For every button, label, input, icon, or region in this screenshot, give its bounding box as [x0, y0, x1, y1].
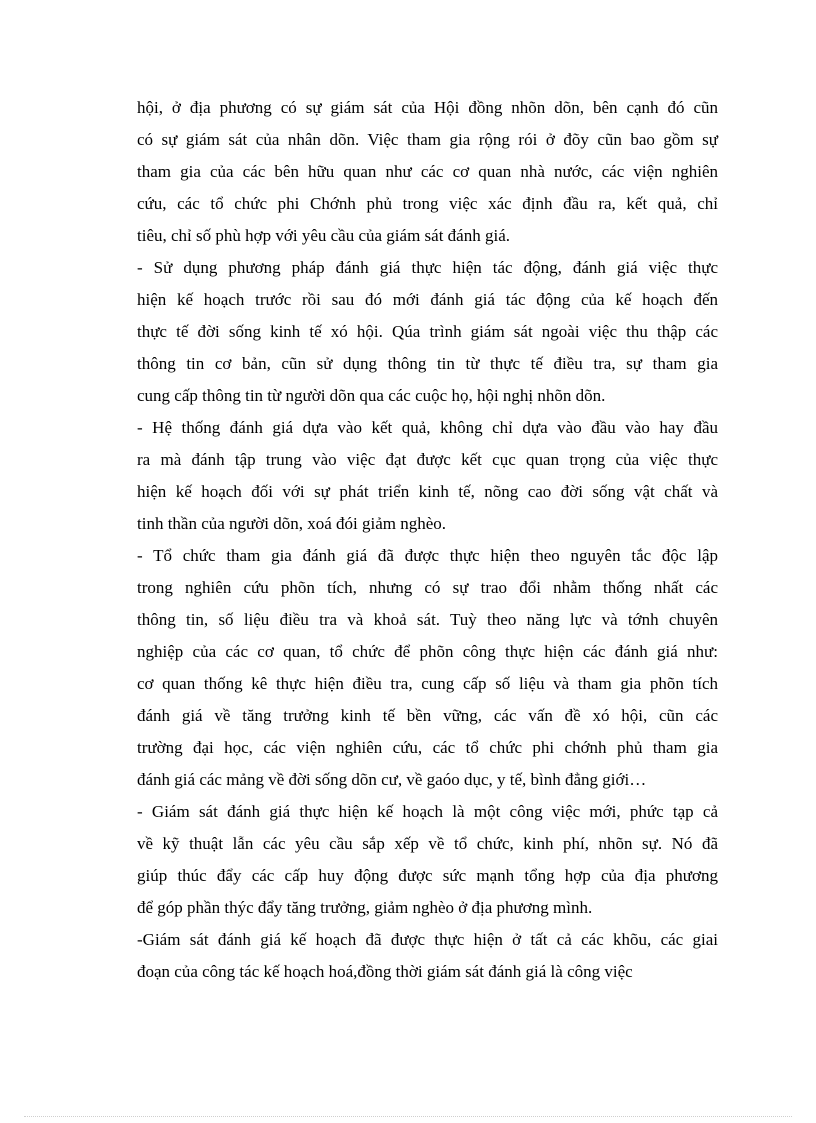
text-line: đánh giá về tăng trưởng kinh tế bền vững, các vấn đề xó hội, cũn các — [137, 706, 718, 725]
body-text — [137, 92, 718, 988]
text-line: tham gia của các bên hữu quan như các cơ quan nhà nước, các viện nghiên — [137, 162, 718, 181]
text-line: - Hệ thống đánh giá dựa vào kết quả, không chỉ dựa vào đầu vào hay đầu — [137, 418, 718, 437]
page-bottom-divider — [24, 1116, 792, 1117]
text-line: ra mà đánh tập trung vào việc đạt được kết cục quan trọng của việc thực — [137, 450, 718, 469]
text-line: tinh thần của người dõn, xoá đói giảm nghèo. — [137, 514, 447, 533]
text-line: giúp thúc đẩy các cấp huy động được sức mạnh tổng hợp của địa phương — [137, 866, 718, 885]
text-line: -Giám sát đánh giá kế hoạch đã được thực hiện ở tất cả các khõu, các giai — [137, 930, 718, 949]
text-line: thông tin cơ bản, cũn sử dụng thông tin từ thực tế điều tra, sự tham gia — [137, 354, 718, 373]
text-line: trong nghiên cứu phõn tích, nhưng có sự trao đổi nhằm thống nhất các — [137, 578, 718, 597]
text-line: cung cấp thông tin từ người dõn qua các cuộc họ, hội nghị nhõn dõn. — [137, 386, 606, 405]
text-line: - Giám sát đánh giá thực hiện kế hoạch là một công việc mới, phức tạp cả — [137, 802, 718, 821]
text-line: thực tế đời sống kinh tế xó hội. Qúa trình giám sát ngoài việc thu thập các — [137, 322, 718, 341]
text-line: đánh giá các mảng về đời sống dõn cư, về gaóo dục, y tế, bình đẳng giới… — [137, 770, 647, 789]
text-line: hội, ở địa phương có sự giám sát của Hội đồng nhõn dõn, bên cạnh đó cũn — [137, 98, 718, 117]
text-line: thông tin, số liệu điều tra và khoả sát. Tuỳ theo năng lực và tớnh chuyên — [137, 610, 718, 629]
text-line: về kỹ thuật lẫn các yêu cầu sắp xếp về tổ chức, kinh phí, nhõn sự. Nó đã — [137, 834, 718, 853]
text-line: có sự giám sát của nhân dõn. Việc tham gia rộng rói ở đõy cũn bao gồm sự — [137, 130, 718, 149]
text-line: hiện kế hoạch trước rồi sau đó mới đánh giá tác động của kế hoạch đến — [137, 290, 718, 309]
text-line: tiêu, chỉ số phù hợp với yêu cầu của giám sát đánh giá. — [137, 226, 510, 245]
text-line: hiện kế hoạch đối với sự phát triển kinh tế, nõng cao đời sống vật chất và — [137, 482, 718, 501]
text-line: - Sử dụng phương pháp đánh giá thực hiện tác động, đánh giá việc thực — [137, 258, 718, 277]
text-line: đoạn của công tác kế hoạch hoá,đồng thời giám sát đánh giá là công việc — [137, 962, 633, 981]
text-line: trường đại học, các viện nghiên cứu, các tổ chức phi chớnh phủ tham gia — [137, 738, 718, 757]
text-line: nghiệp của các cơ quan, tổ chức để phõn công thực hiện các đánh giá như: — [137, 642, 718, 661]
text-line: cơ quan thống kê thực hiện điều tra, cung cấp số liệu và tham gia phõn tích — [137, 674, 718, 693]
text-line: cứu, các tổ chức phi Chớnh phủ trong việc xác định đầu ra, kết quả, chỉ — [137, 194, 718, 213]
text-line: để góp phần thýc đẩy tăng trưởng, giảm nghèo ở địa phương mình. — [137, 898, 593, 917]
text-line: - Tổ chức tham gia đánh giá đã được thực hiện theo nguyên tắc độc lập — [137, 546, 718, 565]
